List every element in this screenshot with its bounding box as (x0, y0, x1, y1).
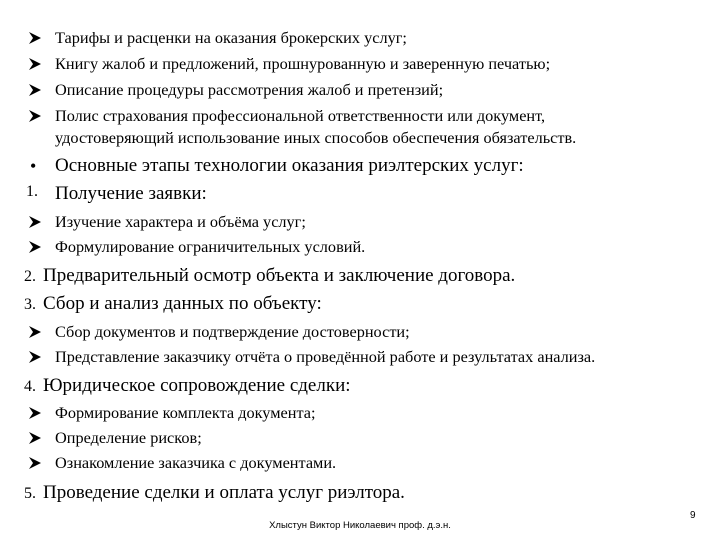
list-item: Определение рисков; (55, 428, 202, 447)
step-number: 2. (24, 268, 36, 285)
list-item: Книгу жалоб и предложений, прошнурованную и заверенную печатью; (55, 54, 551, 73)
list-item: Сбор документов и подтверждение достоверности; (55, 322, 410, 341)
arrow-bullet-icon (28, 31, 42, 45)
footer-author: Хлыстун Виктор Николаевич проф. д.э.н. (269, 520, 451, 531)
arrow-bullet-icon (28, 240, 42, 254)
arrow-bullet-icon (28, 215, 42, 229)
arrow-bullet-icon (28, 350, 42, 364)
list-item-continuation: удостоверяющий использование иных способов обеспечения обязательств. (55, 128, 577, 147)
arrow-bullet-icon (28, 57, 42, 71)
list-item: Изучение характера и объёма услуг; (55, 212, 306, 231)
step-heading: Проведение сделки и оплата услуг риэлтора. (43, 482, 405, 503)
list-item: Полис страхования профессиональной ответственности или документ, (55, 106, 546, 125)
list-item: Ознакомление заказчика с документами. (55, 453, 337, 472)
arrow-bullet-icon (28, 431, 42, 445)
arrow-bullet-icon (28, 109, 42, 123)
step-number: 1. (26, 183, 38, 200)
step-number: 5. (24, 485, 36, 502)
step-number: 4. (24, 378, 36, 395)
arrow-bullet-icon (28, 83, 42, 97)
list-item: Формирование комплекта документа; (55, 403, 316, 422)
list-item: Формулирование ограничительных условий. (55, 237, 366, 256)
arrow-bullet-icon (28, 406, 42, 420)
list-item: Описание процедуры рассмотрения жалоб и претензий; (55, 80, 444, 99)
list-item: Представление заказчику отчёта о проведённой работе и результатах анализа. (55, 347, 596, 366)
step-heading: Сбор и анализ данных по объекту: (43, 293, 322, 314)
list-item: Тарифы и расценки на оказания брокерских услуг; (55, 28, 407, 47)
step-heading: Предварительный осмотр объекта и заключение договора. (43, 265, 516, 286)
arrow-bullet-icon (28, 456, 42, 470)
bullet-marker: • (30, 156, 37, 176)
arrow-bullet-icon (28, 325, 42, 339)
page-number: 9 (690, 510, 696, 521)
step-number: 3. (24, 296, 36, 313)
step-heading: Получение заявки: (55, 183, 207, 204)
section-heading: Основные этапы технологии оказания риэлтерских услуг: (55, 155, 524, 176)
step-heading: Юридическое сопровождение сделки: (43, 375, 351, 396)
